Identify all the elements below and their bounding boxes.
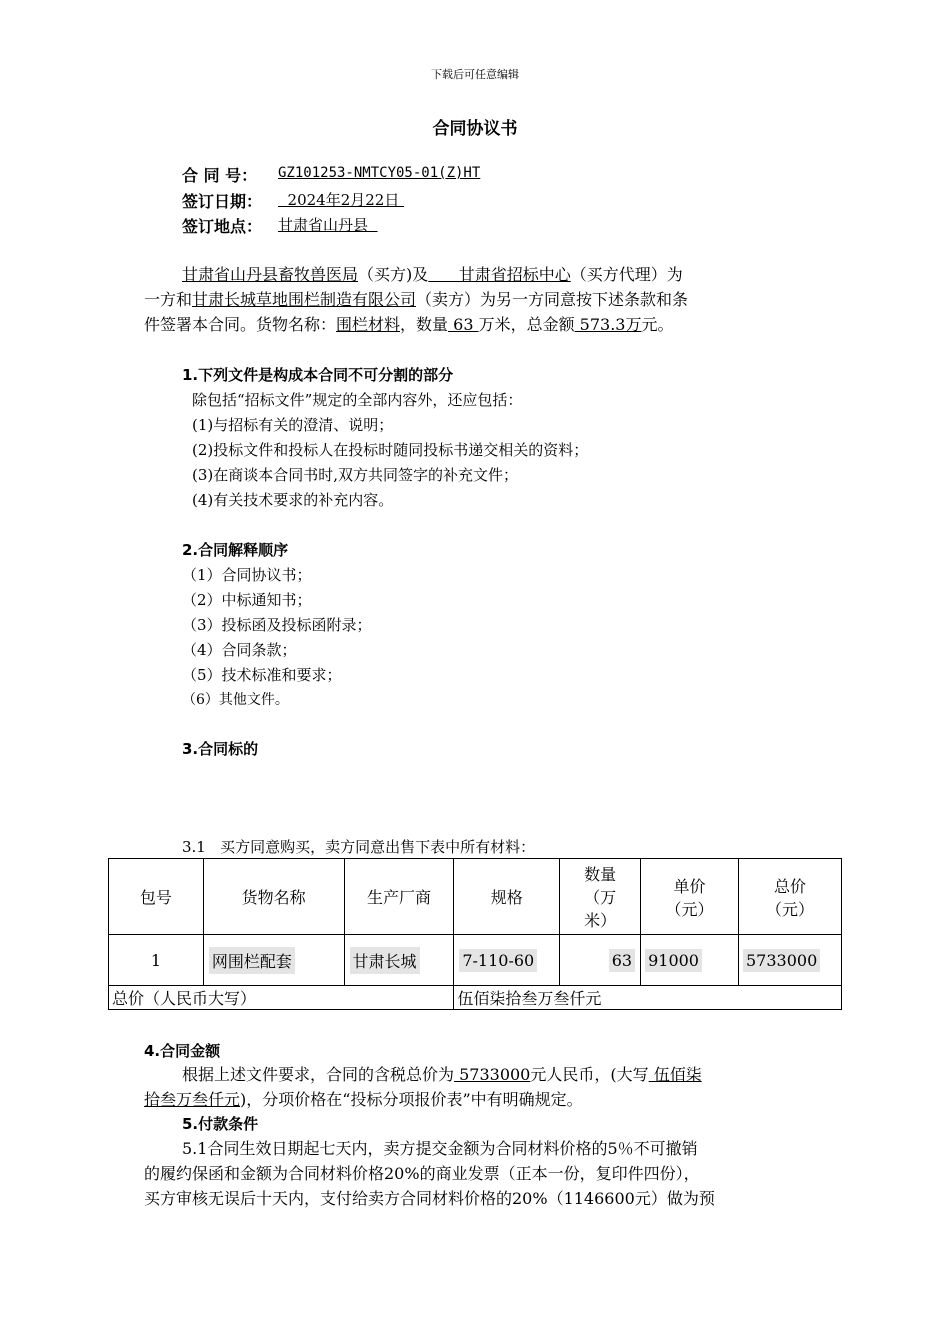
buyer-suffix: （买方)及	[358, 265, 429, 284]
seller-name: 甘肃长城草地围栏制造有限公司	[192, 290, 417, 309]
contract-no-label: 合 同 号：	[182, 166, 258, 185]
top-note: 下载后可任意编辑	[431, 68, 519, 81]
sign-date-label: 签订日期：	[182, 192, 263, 211]
sec1-item: (2)投标文件和投标人在投标时随同投标书递交相关的资料；	[192, 441, 589, 459]
sec4-amount: 5733000	[454, 1065, 531, 1084]
header-cell	[738, 859, 841, 935]
doc-title: 合同协议书	[432, 119, 518, 139]
cell-spec-text: 7-110-60	[459, 949, 537, 972]
cell-maker	[344, 935, 454, 986]
sec5-heading: 5.付款条件	[182, 1115, 259, 1133]
sec2-item: （2）中标通知书；	[182, 591, 312, 609]
sec2-item: （4）合同条款；	[182, 641, 297, 659]
table-header-row	[109, 859, 842, 935]
sec2-item: （3）投标函及投标函附录；	[182, 616, 372, 634]
goods-name: 围栏材料	[336, 315, 401, 334]
header-unit-line: 单价	[673, 876, 706, 896]
sec4-heading: 4.合同金额	[144, 1042, 221, 1060]
cell-maker-text: 甘肃长城	[350, 947, 420, 974]
sign-date: 2024年2月22日	[278, 191, 405, 209]
sign-place-label: 签订地点：	[182, 217, 263, 236]
intro-line-1	[182, 262, 683, 287]
header-unit-line: （元）	[665, 899, 714, 919]
header-qty-line: （万	[584, 888, 617, 907]
sec4-suffix: )，分项价格在“投标分项报价表”中有明确规定。	[240, 1090, 583, 1109]
cell-unit-price-text: 91000	[645, 949, 702, 972]
cell-total-text: 5733000	[743, 949, 820, 972]
cell-qty	[560, 935, 641, 986]
header-cell: 包号	[109, 859, 204, 935]
sec2-item: （6）其他文件。	[182, 692, 289, 708]
cell-name	[203, 935, 344, 986]
buyer-name: 甘肃省山丹县畜牧兽医局	[182, 265, 359, 284]
header-cell: 生产厂商	[344, 859, 454, 935]
sign-place: 甘肃省山丹县	[278, 216, 378, 234]
cell-no: 1	[109, 935, 204, 986]
sec3-heading: 3.合同标的	[182, 740, 259, 758]
header-total-line: （元）	[765, 899, 814, 919]
intro-line2-suffix: （卖方）为另一方同意按下述条款和条	[416, 290, 689, 309]
cell-qty-text: 63	[609, 949, 635, 972]
intro-line3-prefix: 件签署本合同。货物名称：	[144, 315, 337, 334]
goods-table	[108, 858, 842, 1010]
amount-value: 573.3万	[574, 315, 642, 334]
sec3-clause: 3.1 买方同意购买，卖方同意出售下表中所有材料：	[182, 838, 536, 856]
table-total-row	[109, 986, 842, 1010]
sec4-upper-2: 拾叁万叁仟元	[144, 1090, 241, 1109]
intro-line-3	[144, 312, 674, 337]
qty-prefix: ，数量	[400, 315, 449, 334]
amount-suffix: 元。	[641, 315, 674, 334]
agent-name: 甘肃省招标中心	[428, 265, 571, 284]
sec1-item: (4)有关技术要求的补充内容。	[192, 491, 394, 509]
sec1-item: (3)在商谈本合同书时,双方共同签字的补充文件；	[192, 466, 519, 484]
sec1-lead: 除包括“招标文件”规定的全部内容外，还应包括：	[192, 391, 523, 409]
sec1-heading: 1.下列文件是构成本合同不可分割的部分	[182, 366, 454, 384]
header-cell: 货物名称	[203, 859, 344, 935]
cell-spec	[454, 935, 560, 986]
contract-no: GZ101253-NMTCY05-01(Z)HT	[278, 165, 481, 181]
sec2-item: （5）技术标准和要求；	[182, 666, 342, 684]
sec2-heading: 2.合同解释顺序	[182, 541, 289, 559]
intro-line-2	[144, 287, 688, 312]
sec1-item: (1)与招标有关的澄清、说明；	[192, 416, 394, 434]
table-row	[109, 935, 842, 986]
header-cell	[560, 859, 641, 935]
intro-line2-prefix: 一方和	[144, 290, 193, 309]
sec5-line: 买方审核无误后十天内，支付给卖方合同材料价格的20%（1146600元）做为预	[144, 1189, 715, 1208]
header-cell: 规格	[454, 859, 560, 935]
sec4-line-2	[144, 1087, 583, 1112]
sec2-item: （1）合同协议书；	[182, 566, 312, 584]
qty-suffix: 万米，总金额	[478, 315, 575, 334]
header-qty-line: 数量	[584, 865, 617, 884]
sec4-upper-1: 伍佰柒	[648, 1065, 702, 1084]
agent-suffix: （买方代理）为	[570, 265, 683, 284]
sec4-mid: 元人民币，(大写	[530, 1065, 649, 1084]
qty-value: 63	[448, 315, 479, 334]
total-value-cell: 伍佰柒拾叁万叁仟元	[454, 986, 842, 1010]
total-label-cell: 总价（人民币大写）	[109, 986, 454, 1010]
cell-unit-price	[641, 935, 739, 986]
header-cell	[641, 859, 739, 935]
sec4-prefix: 根据上述文件要求，合同的含税总价为	[182, 1065, 455, 1084]
sec5-line: 的履约保函和金额为合同材料价格20%的商业发票（正本一份，复印件四份），	[144, 1164, 700, 1183]
cell-name-text: 网围栏配套	[209, 947, 295, 974]
header-total-line: 总价	[773, 876, 806, 896]
sec5-line: 5.1合同生效日期起七天内，卖方提交金额为合同材料价格的5％不可撤销	[182, 1139, 698, 1158]
header-qty-line: 米）	[584, 911, 617, 930]
sec4-line-1	[182, 1062, 702, 1087]
cell-total	[738, 935, 841, 986]
